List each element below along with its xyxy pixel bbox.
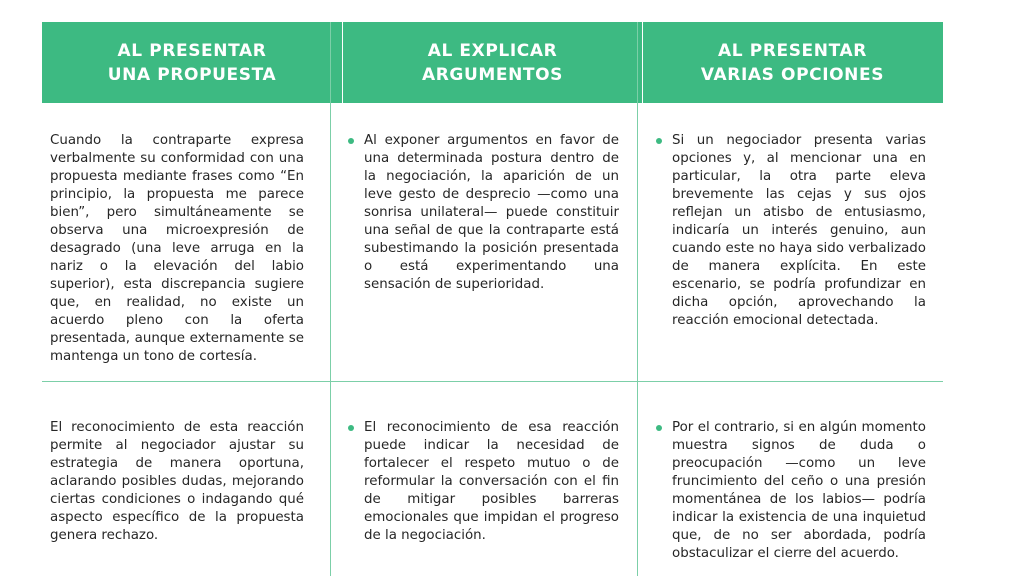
cell-text: Al exponer argumentos en favor de una determinada postura dentro de la negociación, la aparición de un leve gesto de desprecio —como una sonrisa unilateral— puede constituir una señal de que la contraparte está subestimando la posición presentada o está experimentando una sensación de superioridad. xyxy=(364,133,619,292)
bullet-icon xyxy=(656,138,662,144)
cell-text: Si un negociador presenta varias opciones y, al mencionar una en particular, la otra parte eleva brevemente las cejas y sus ojos reflejan un atisbo de entusiasmo, indicaría un interés genuino, aun cuando este no haya sido verbalizado de manera explícita. En este escenario, se podría profundizar en dicha opción, aprovechando la reacción emocional detectada. xyxy=(672,133,926,328)
cell-row1-propuesta: Cuando la contraparte expresa verbalmente su conformidad con una propuesta mediante frases como “En principio, la propuesta me parece bien”, pero simultáneamente se observa una microexpresión de desagrado (una leve arruga en la nariz o la elevación del labio superior), esta discrepancia sugiere que, en realidad, no existe un acuerdo pleno con la oferta presentada, aunque externamente se mantenga un tono de cortesía. xyxy=(50,133,304,364)
cell-row1-argumentos xyxy=(348,132,619,294)
header-presentar-propuesta: AL PRESENTAR UNA PROPUESTA xyxy=(107,40,277,85)
header-presentar-opciones: AL PRESENTAR VARIAS OPCIONES xyxy=(642,22,942,103)
cell-text: El reconocimiento de esa reacción puede indicar la necesidad de fortalecer el respeto mutuo o de reformular la conversación con el fin de mitigar posibles barreras emocionales que impidan el progreso de la negociación. xyxy=(364,420,619,543)
row-divider xyxy=(42,381,943,382)
cell-text: Por el contrario, si en algún momento muestra signos de duda o preocupación —como un leve fruncimiento del ceño o una presión momentánea de los labios— podría indicar la existencia de una inquietud que, de no ser abordada, podría obstaculizar el cierre del acuerdo. xyxy=(672,420,926,561)
column-divider xyxy=(637,22,638,576)
bullet-icon xyxy=(348,425,354,431)
table-header-row xyxy=(42,22,943,103)
comparison-table xyxy=(42,22,943,576)
cell-row2-propuesta: El reconocimiento de esta reacción permite al negociador ajustar su estrategia de manera oportuna, aclarando posibles dudas, mejorando ciertas condiciones o indagando qué aspecto específico de la propuesta genera rechazo. xyxy=(50,420,304,543)
header-explicar-argumentos: AL EXPLICAR ARGUMENTOS xyxy=(342,22,642,103)
cell-row2-argumentos xyxy=(348,419,619,545)
bullet-icon xyxy=(348,138,354,144)
bullet-icon xyxy=(656,425,662,431)
cell-row2-opciones xyxy=(656,419,926,563)
cell-row1-opciones xyxy=(656,132,926,330)
column-divider xyxy=(330,22,331,576)
